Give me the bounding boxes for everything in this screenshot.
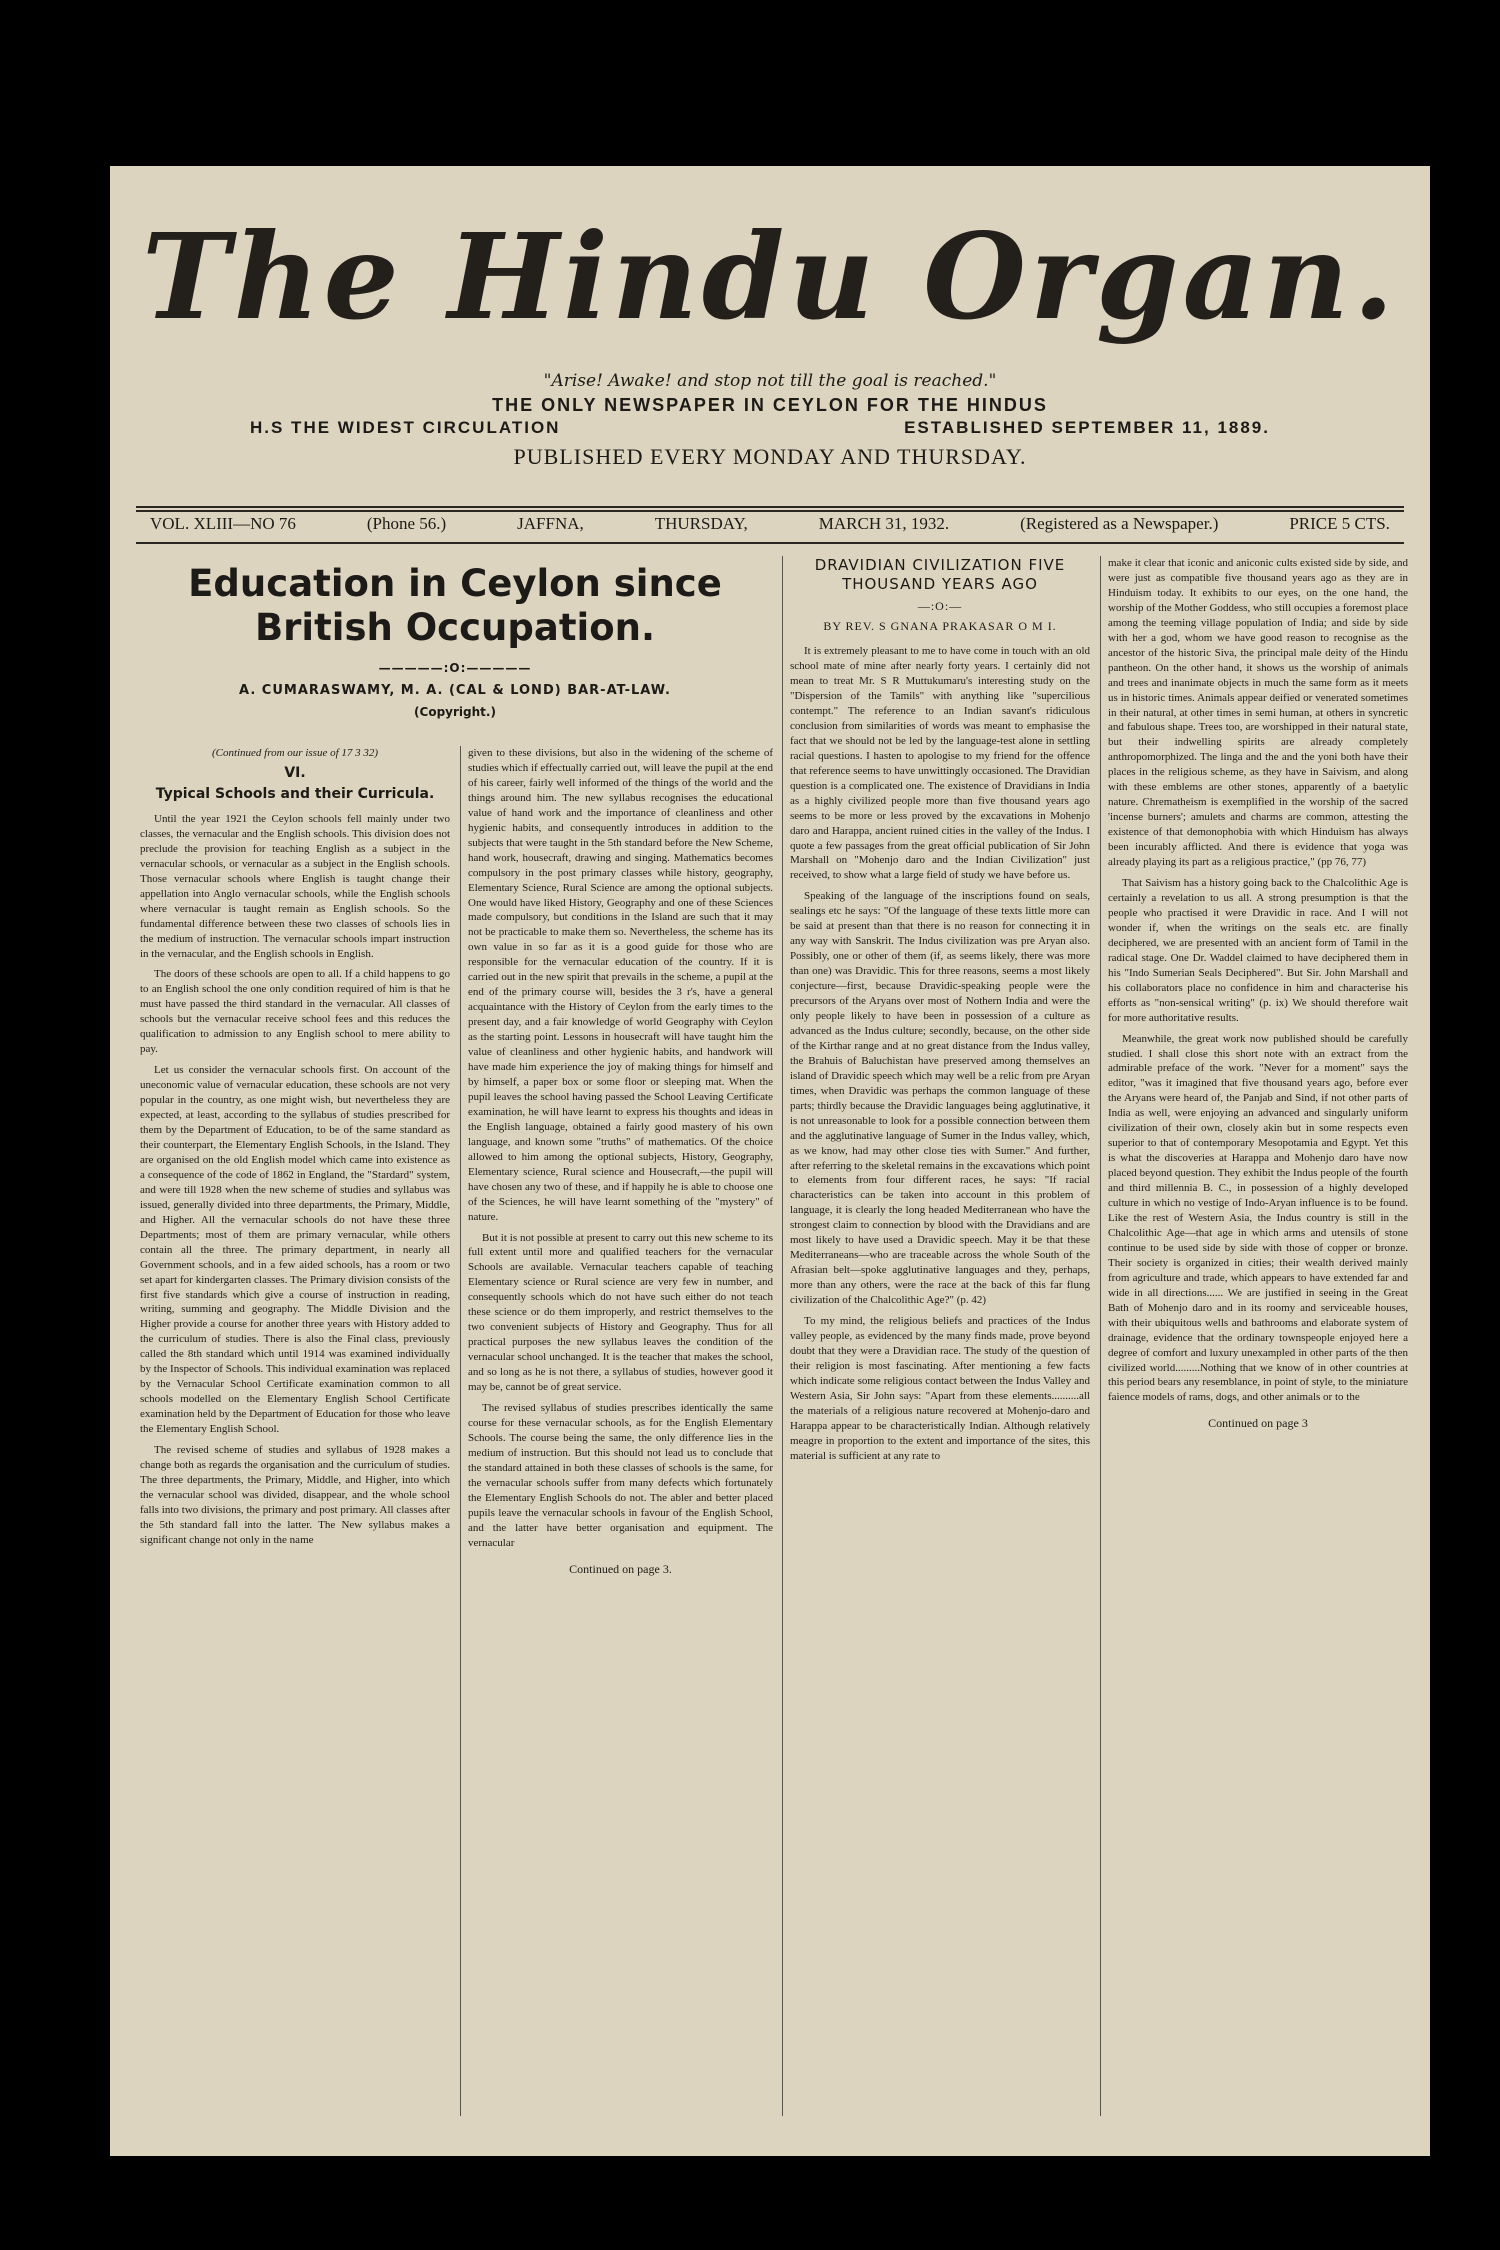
paragraph: It is extremely pleasant to me to have come in touch with an old school mate of mine after nearly forty years. I certainly did not mean to treat Mr. S R Muttukumaru's interesting study on the "Dispersion of the Tamils" with anything like "supercilious contempt." The reference to an Indian savant's ridiculous conclusion from similarities of words was meant to emphasise the fact that we should not be led by the language-test alone in settling racial questions. I hasten to apologise to my friend for the offence that reference seems to have unwittingly occasioned. The Dravidian question is a complicated one. The existence of Dravidians in India as a highly civilized people more than five thousand years ago seems to be more or less proved by the excavations in Mohenjo daro and Harappa, ancient ruined cities in the valley of the Indus. I quote a few passages from the great official publication of Sir John Marshall on "Mohenjo daro and the Indian Civilization" just received, to show what a large field of study we have before us. bbox=[790, 645, 1090, 882]
paragraph: Let us consider the vernacular schools first. On account of the uneconomic value of vernacular education, these schools are not very popular in the country, as one might wish, but nevertheless they are expected, at least, according to the syllabus of studies prescribed for them by the Department of Education, to be of the same standard as their counterpart, the Elementary English Schools, in the Island. They are organised on the old English model which came into existence as a consequence of the code of 1862 in England, the "Stardard" system, and were till 1928 when the new scheme of studies and syllabus was issued, generally divided into three departments, the Primary, Middle, and Higher. All the vernacular schools do not have these three Departments; most of them are primary vernacular, while others contain all the three. The primary department, in nearly all Government schools, and in a few aided schools, has a room or two set apart for kindergarten classes. The Primary division consists of the first five standards which give a course of instruction in reading, writing, summing and geography. The Middle Division and the Higher provide a course for another three years with History added to the curriculum of studies. There is also the Final class, previously called the 8th standard which until 1914 was examined individually by the Inspector of Schools. This individual examination was replaced by the Vernacular School Certificate examination common to all schools modelled on the Elementary English School Certificate examination held by the Department of Education for those who leave the Elementary English School. bbox=[140, 1064, 450, 1436]
masthead bbox=[110, 176, 1430, 470]
masthead-rule-top bbox=[136, 506, 1404, 508]
paragraph: given to these divisions, but also in the widening of the scheme of studies which if effectually carried out, will leave the pupil at the end of his career, fairly well informed of the things of the world and the things around him. The new syllabus recognises the educational value of hand work and the importance of cleanliness and other hygienic habits, and consequently introduces in addition to the subjects that were taught in the 5th standard before the New Scheme, hand work, housecraft, drawing and singing. Mathematics becomes compulsory in the post primary classes while history, geography, Elementary Science, Rural Science are among the optional subjects. One would have liked History, Geography and one of these Sciences made compulsory, but conditions in the Island are such that it may not be practicable to make them so. Nevertheless, the scheme has its own value in so far as it is a good guide for those who are responsible for the vernacular education of the country. If it is carried out in the new spirit that prevails in the scheme, a pupil at the end of the primary course will, besides the 3 r's, have a general acquaintance with the History of Ceylon from the early times to the present day, and a fair knowledge of world Geography with Ceylon as the starting point. Lessons in housecraft will have taught him the value of cleanliness and other hygienic habits, and handwork will have made him experience the joy of making things for himself and by himself, a paper box or some floor or sleeping mat. When the pupil leaves the school having passed the School Leaving Certificate examination, he will have learnt to express his thoughts and ideas in the English language, obtained a fairly good mastery of his own language, and known some "truths" of mathematics. Of the choice allowed to him among the optional subjects, History, Geography, Elementary science, Rural science and Housecraft,—the pupil will have chosen any two of these, and if happily he is able to choose one of the Sciences, he will have learnt something of the "mystery" of nature. bbox=[468, 747, 773, 1223]
paragraph: Until the year 1921 the Ceylon schools fell mainly under two classes, the vernacular and the English schools. This division does not preclude the provision for teaching English as a subject in the vernacular schools, or vernacular as a subject in the English schools. Those vernacular schools where English is taught change their appellation into Anglo vernacular schools, while the English schools where vernacular is taught remain as English schools. So the fundamental difference between these two classes of schools lies in the medium of instruction. The vernacular schools impart instruction in the vernacular, and the English schools in English. bbox=[140, 812, 450, 960]
paragraph: The revised scheme of studies and syllabus of 1928 makes a change both as regards the organisation and the curriculum of studies. The three departments, the Primary, Middle, and Higher, into which the vernacular school was divided, disappear, and the whole school falls into two divisions, the primary and post primary. All classes after the 5th standard fall into the latter. The New syllabus makes a significant change not only in the name bbox=[140, 1444, 450, 1546]
registration-note: (Registered as a Newspaper.) bbox=[1020, 514, 1219, 533]
paragraph: To my mind, the religious beliefs and practices of the Indus valley people, as evidenced by the many finds made, prove beyond doubt that they were a Dravidian race. The study of the question of their religion is most fascinating. After mentioning a few facts which indicate some religious contact between the Indus Valley and Western Asia, Sir John says: "Apart from these elements..........all the materials of a religious nature recovered at Mohenjo-daro and Harappa appear to be characteristically Indian. Although relatively meagre in proportion to the extent and importance of the sites, this material is sufficient at any rate to bbox=[790, 1315, 1090, 1462]
continued-from-note: (Continued from our issue of 17 3 32) bbox=[211, 747, 379, 759]
paragraph: make it clear that iconic and aniconic cults existed side by side, and were just as compatible five thousand years ago as they are in Hinduism today. It exhibits to our eyes, on the one hand, the worship of the Mother Goddess, who still occupies a foremost place among the teeming village population of India; and side by side with her a god, whom we have good reason to recognise as the ancestor of the historic Siva, the principal male deity of the Hindu pantheon. On the other hand, it shows us the worship of animals and trees and inanimate objects in much the same form as it meets us in historic times. Animals appear deified or venerated sometimes in their natural, at other times in semi human, at others in syncretic and fabulous shape. Trees too, are worshipped in their natural state, but their indwelling spirits are already completely anthropomorphized. The linga and the and the yoni both have their places in the religious scheme, as they have in Saivism, and along with these emblems are other stones, apparently of a baetylic nature. Chrematheism is exemplified in the worship of the sacred 'incense burners'; amulets and charms are common, attesting the existence of that demonophobia with which Hinduism has always been incurably afflicted. And there is evidence that yoga was already playing its part as a religious practice," (pp 76, 77) bbox=[1108, 557, 1408, 869]
circulation-note: H.S THE WIDEST CIRCULATION bbox=[250, 418, 561, 437]
article2-headline: DRAVIDIAN CIVILIZATION FIVE THOUSAND YEARS AGO bbox=[814, 556, 1066, 593]
article2-column-2 bbox=[1108, 556, 1408, 2116]
paragraph: Speaking of the language of the inscriptions found on seals, sealings etc he says: "Of the language of these texts little more can be said at present than that there is no reason for connecting it in any way with Sanskrit. The Indus civilization was pre Aryan also. Possibly, one or other of them (if, as seems likely, there was more than one) was Dravidic. This for three reasons, seems a most likely conjecture—first, because Dravidic-speaking people were the precursors of the Aryans over most of Nothern India and were the only people likely to have been in possession of a culture as advanced as the Indus culture; secondly, because, on the other side of the Kirthar range and at no great distance from the Indus valley, the Brahuis of Baluchistan have preserved among themselves an island of Dravidic speech which may well be a relic from pre Aryan times, when Dravidic was perhaps the common language of these parts; thirdly because the Dravidic languages being agglutinative, it is not unreasonable to look for a possible connection between them and the agglutinative language of Sumer in the Indus valley, which, as we know, had may other close ties with Sumer." And further, after referring to the skeletal remains in the excavations which point to elements from four different races, he says: "If racial characteristics can be taken into account in this problem of language, it is clearly the long headed Mediterranean who have the strongest claim to connection by blood with the Dravidians and are most likely to have used a Dravidic speech. May it be that these Mediterraneans—who are traceable across the whole South of the Afrasian belt—spoke agglutinative languages and they, perhaps, more than any others, were the race at the back of this far flung civilization of the Chalcolithic Age?" (p. 42) bbox=[790, 890, 1090, 1307]
copyright-note: (Copyright.) bbox=[414, 704, 496, 719]
paragraph: That Saivism has a history going back to the Chalcolithic Age is certainly a revelation to us all. A strong presumption is that the people who practised it were Dravidic in race. And I will not wonder if, when the writings on the seals etc. are finally deciphered, we are presented with an ancient form of Tamil in the radical stage. One Dr. Waddel claimed to have deciphered them in his "Indo Sumerian Seals Deciphered". But Sir. John Marshall and his collaborators place no confidence in him and characterise his efforts as "non-sensical writing" (p. ix) We should therefore wait for more authoritative results. bbox=[1108, 877, 1408, 1024]
article2-column-1 bbox=[790, 556, 1090, 2116]
volume-number: VOL. XLIII—NO 76 bbox=[150, 514, 296, 533]
article-byline: A. CUMARASWAMY, M. A. (CAL & LOND) BAR-AT-LAW. bbox=[239, 683, 671, 699]
newspaper-title: The Hindu Organ. bbox=[141, 207, 1399, 346]
established-note: ESTABLISHED SEPTEMBER 11, 1889. bbox=[904, 418, 1270, 437]
place: JAFFNA, bbox=[517, 514, 584, 533]
article1-column-2 bbox=[468, 746, 773, 2136]
section-subheading: Typical Schools and their Curricula. bbox=[155, 786, 435, 803]
price: PRICE 5 CTS. bbox=[1289, 514, 1390, 533]
paragraph: The revised syllabus of studies prescribes identically the same course for these vernacular schools, as for the English Elementary Schools. The course being the same, the only difference lies in the medium of instruction. But this should not lead us to conclude that the standard attained in both these classes of schools is the same, for the vernacular schools suffer from many defects which fortunately the Elementary English Schools do not. The abler and better placed pupils leave the vernacular schools in favour of the English School, and the latter have better organisation and equipment. The vernacular bbox=[468, 1401, 773, 1549]
paragraph: But it is not possible at present to carry out this new scheme to its full extent until more and qualified teachers for the vernacular Schools are available. Vernacular teachers capable of teaching Elementary science or Rural science are very few in number, and consequently schools which do not have such either do not teach these science or do them improperly, and restrict themselves to the two convenient subjects of History and Geography. Thus for all practical purposes the new syllabus leaves the condition of the vernacular school unchanged. It is the teacher that makes the school, and so long as he is not there, a syllabus of studies, however good it may be, cannot be of great service. bbox=[468, 1231, 773, 1394]
newspaper-page bbox=[110, 166, 1430, 2156]
article2-byline: BY REV. S GNANA PRAKASAR O M I. bbox=[823, 618, 1057, 633]
paragraph: Meanwhile, the great work now published should be carefully studied. I shall close this short note with an extract from the admirable preface of the work. "Never for a moment" says the editor, "was it imagined that five thousand years ago, before ever the Aryans were heard of, the Panjab and Sind, if not other parts of India as well, were enjoying an advanced and singularly uniform civilization of their own, closely akin but in some respects even superior to that of contemporary Mesopotamia and Egypt. Yet this is what the discoveries at Harappa and Mohenjo daro have now placed beyond question. They exhibit the Indus people of the fourth and third millennia B. C., in possession of a highly developed culture in which no vestige of Indo-Aryan influence is to be found. Like the rest of Western Asia, the Indus country is still in the Chalcolithic Age—that age in which arms and utensils of stone continue to be used side by side with those of copper or bronze. Their society is organized in cities; their wealth derived mainly from agriculture and trade, which appears to have extended far and wide in all directions...... We are justified in seeing in the Great Bath of Mohenjo daro and in its roomy and serviceable houses, with their ubiquitous wells and bathrooms and elaborate system of drainage, evidence that the ordinary townspeople enjoyed here a degree of comfort and luxury unexampled in other parts of the then civilized world.........Nothing that we know of in other countries at this period bears any resemblance, in point of style, to the miniature faience models of rams, dogs, and other animals or to the bbox=[1108, 1032, 1408, 1404]
continued-on-note: Continued on page 3 bbox=[1208, 1416, 1308, 1431]
column-divider bbox=[460, 746, 461, 2116]
phone-number: (Phone 56.) bbox=[366, 514, 447, 533]
weekday: THURSDAY, bbox=[654, 514, 748, 533]
masthead-rule-bottom bbox=[136, 542, 1404, 544]
issue-info-bar bbox=[150, 514, 1390, 534]
issue-date: MARCH 31, 1932. bbox=[818, 514, 950, 533]
column-divider bbox=[1100, 556, 1101, 2116]
tagline: THE ONLY NEWSPAPER IN CEYLON FOR THE HINDUS bbox=[492, 395, 1048, 415]
ornament-divider: —:O:— bbox=[917, 598, 963, 613]
motto: "Arise! Awake! and stop not till the goal is reached." bbox=[543, 371, 997, 391]
section-number: VI. bbox=[284, 764, 306, 781]
masthead-rule-top-2 bbox=[136, 510, 1404, 512]
paragraph: The doors of these schools are open to all. If a child happens to go to an English school the one only condition required of him is that he must have passed the third standard in the vernacular. All classes of schools but the vernacular receive school fees and this reduces the qualification to admission to any English school to mere ability to pay. bbox=[140, 968, 450, 1056]
ornament-divider: —————:O:————— bbox=[378, 660, 532, 675]
article-headline bbox=[140, 562, 770, 719]
headline-text: Education in Ceylon since British Occupation. bbox=[188, 562, 722, 650]
circulation-row bbox=[110, 418, 1430, 438]
column-divider bbox=[782, 556, 783, 2116]
article1-column-1 bbox=[140, 746, 450, 2136]
continued-on-note: Continued on page 3. bbox=[569, 1561, 672, 1576]
publication-schedule: PUBLISHED EVERY MONDAY AND THURSDAY. bbox=[513, 444, 1027, 469]
